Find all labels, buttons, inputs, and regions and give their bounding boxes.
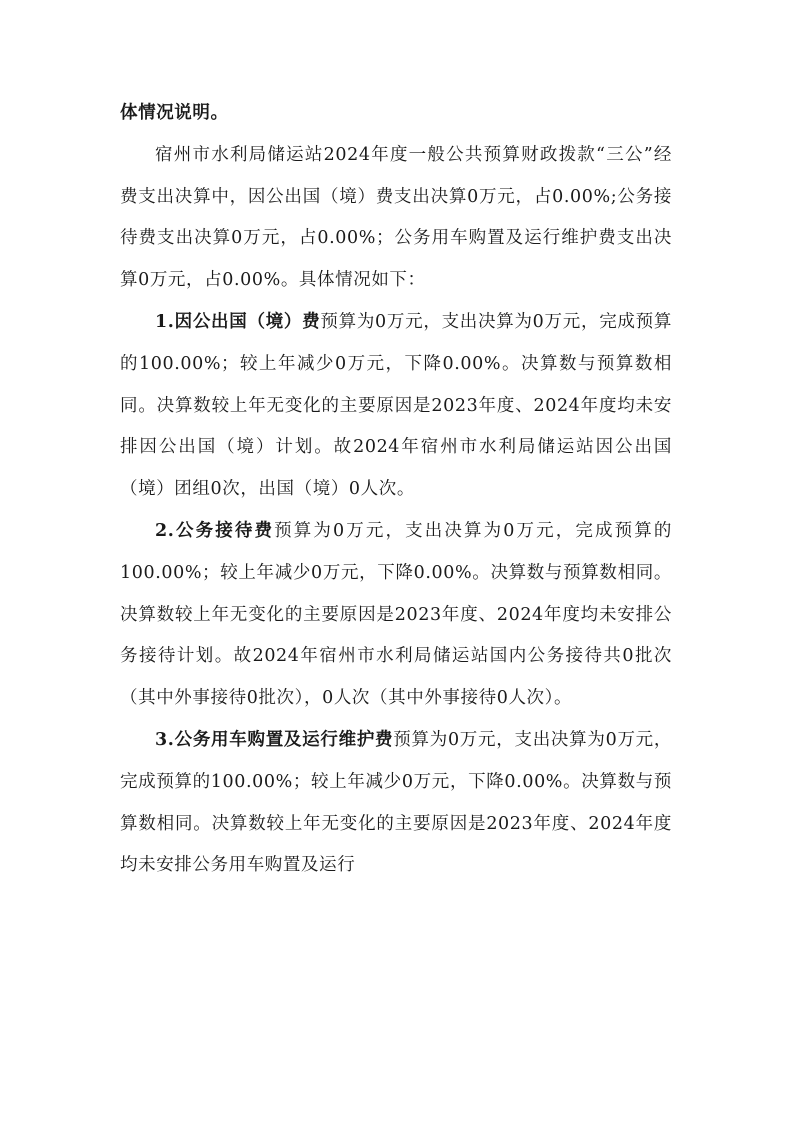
- document-body: [120, 93, 672, 887]
- section-heading: 1.因公出国（境）费: [155, 311, 321, 332]
- section-body: 预算为0万元，支出决算为0万元，完成预算的100.00%；较上年减少0万元，下降0.00%。决算数与预算数相同。决算数较上年无变化的主要原因是2023年度、2024年度均未安排公务接待计划。故2024年宿州市水利局储运站国内公务接待共0批次（其中外事接待0批次），0人次（其中外事接待0人次）。: [120, 520, 672, 709]
- paragraph-continuation: 体情况说明。: [120, 103, 229, 123]
- section-vehicles: [120, 720, 672, 887]
- paragraph-summary: 宿州市水利局储运站2024年度一般公共预算财政拨款“三公”经费支出决算中，因公出国（境）费支出决算0万元，占0.00%;公务接待费支出决算0万元，占0.00%；公务用车购置及运行维护费支出决算0万元，占0.00%。具体情况如下：: [120, 144, 672, 291]
- section-body: 预算为0万元，支出决算为0万元，完成预算的100.00%；较上年减少0万元，下降0.00%。决算数与预算数相同。决算数较上年无变化的主要原因是2023年度、2024年度均未安排因公出国（境）计划。故2024年宿州市水利局储运站因公出国（境）团组0次，出国（境）0人次。: [120, 311, 672, 500]
- section-heading: 3.公务用车购置及运行维护费: [155, 729, 394, 750]
- section-body: 预算为0万元，支出决算为0万元，完成预算的100.00%；较上年减少0万元，下降0.00%。决算数与预算数相同。决算数较上年无变化的主要原因是2023年度、2024年度均未安排公务用车购置及运行: [120, 729, 672, 876]
- section-reception: [120, 511, 672, 720]
- section-overseas-travel: [120, 302, 672, 511]
- section-heading: 2.公务接待费: [155, 520, 275, 541]
